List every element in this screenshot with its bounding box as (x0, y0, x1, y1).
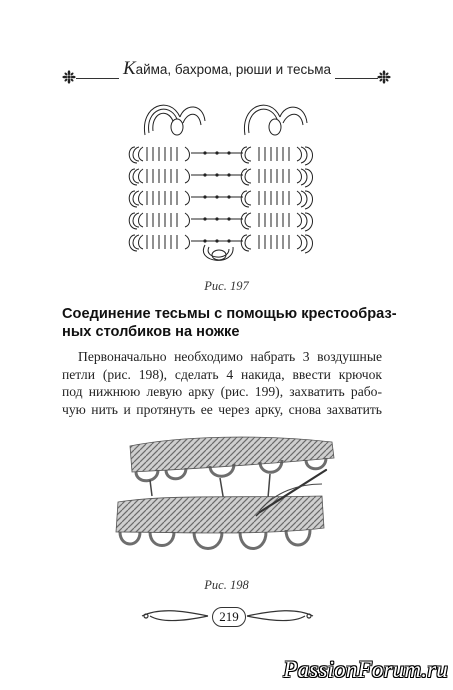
paragraph-line: под нижнюю левую арку (рис. 199), захватить рабо- (62, 384, 382, 400)
running-header-title (119, 58, 335, 80)
paragraph-line: Первоначально необходимо набрать 3 воздушные (78, 349, 382, 364)
site-watermark: PassionForum.ru (283, 657, 448, 682)
header-title-rest: айма, бахрома, рюши и тесьма (135, 62, 332, 77)
flower-ornament-icon (377, 70, 391, 84)
header-initial: К (122, 58, 136, 79)
figure-197-caption: Рис. 197 (204, 279, 249, 293)
section-heading (62, 305, 397, 341)
paragraph-line: петли (рис. 198), сделать 4 накида, ввести крючок (62, 366, 382, 382)
section-heading-line: ных столбиков на ножке (62, 324, 240, 340)
section-heading-line: Соединение тесьмы с помощью крестообраз- (62, 306, 397, 322)
crochet-diagram-197 (125, 95, 325, 267)
figure-198-caption: Рис. 198 (204, 578, 249, 592)
page-number-flourish (140, 604, 315, 628)
paragraph-line: чую нить и протянуть ее через арку, снова захватить (62, 402, 382, 418)
crochet-braid-photo-198 (110, 432, 338, 568)
running-header (62, 60, 392, 84)
page-number: 219 (212, 607, 246, 627)
body-paragraph (62, 348, 382, 419)
